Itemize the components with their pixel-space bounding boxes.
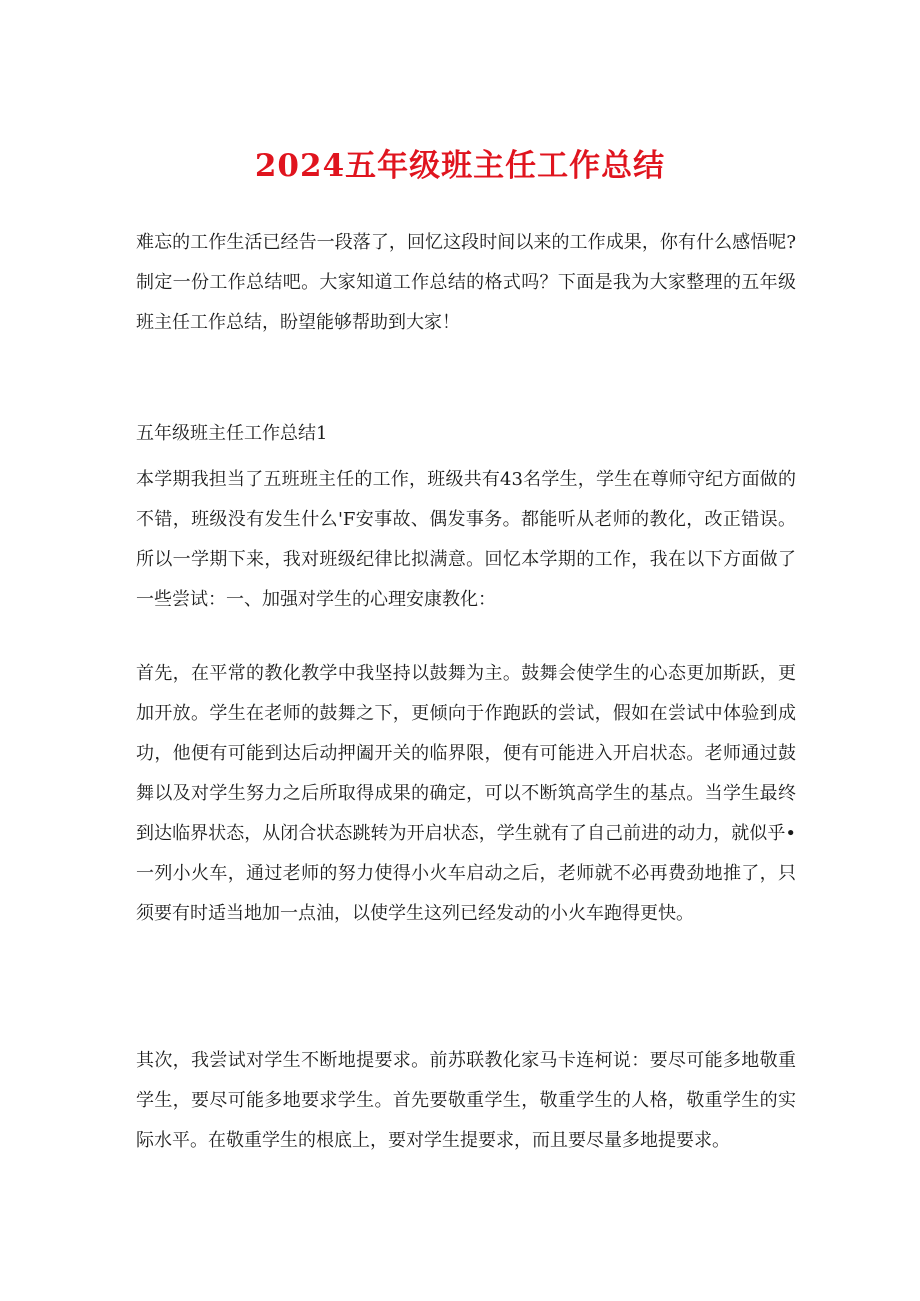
body-paragraph-3: 其次，我尝试对学生不断地提要求。前苏联教化家马卡连柯说：要尽可能多地敬重学生，要尽可能多地要求学生。首先要敬重学生，敬重学生的人格，敬重学生的实际水平。在敬重学生的根底上，要对学生提要求，而且要尽量多地提要求。 bbox=[136, 1050, 796, 1151]
body-paragraph-2: 首先，在平常的教化教学中我坚持以鼓舞为主。鼓舞会使学生的心态更加斯跃，更加开放。学生在老师的鼓舞之下，更倾向于作跑跃的尝试，假如在尝试中体验到成功，他便有可能到达后动押阖开关的临界限，便有可能进入开启状态。老师通过鼓舞以及对学生努力之后所取得成果的确定，可以不断筑高学生的基点。当学生最终到达临界状态，从闭合状态跳转为开启状态，学生就有了自己前进的动力，就似乎•一列小火车，通过老师的努力使得小火车启动之后，老师就不必再费劲地推了，只须要有时适当地加一点油，以使学生这列已经发动的小火车跑得更快。 bbox=[136, 663, 796, 924]
document-title: 2024五年级班主任工作总结 bbox=[254, 148, 666, 184]
section-heading: 五年级班主任工作总结1 bbox=[136, 423, 328, 444]
intro-paragraph: 难忘的工作生活已经告一段落了，回忆这段时间以来的工作成果，你有什么感悟呢?制定一份工作总结吧。大家知道工作总结的格式吗？下面是我为大家整理的五年级班主任工作总结，盼望能够帮助到大家！ bbox=[136, 232, 796, 333]
body-paragraph-1: 本学期我担当了五班班主任的工作，班级共有43名学生，学生在尊师守纪方面做的不错，班级没有发生什么'F安事故、偶发事务。都能听从老师的教化，改正错误。所以一学期下来，我对班级纪律比拟满意。回忆本学期的工作，我在以下方面做了一些尝试：一、加强对学生的心理安康教化： bbox=[136, 469, 796, 610]
